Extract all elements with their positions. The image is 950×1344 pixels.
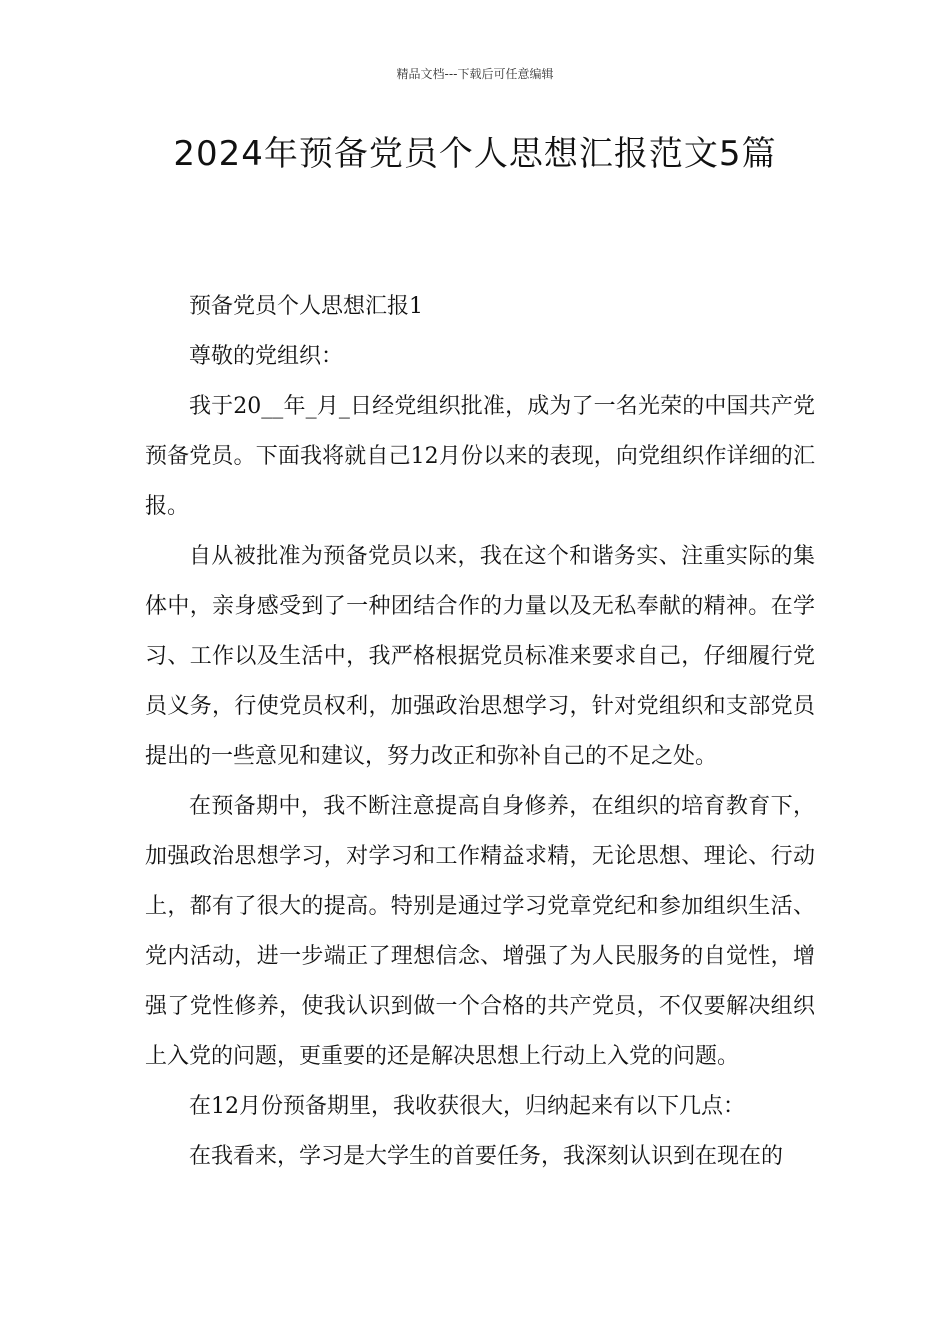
document-body [145,282,815,1182]
header-note: 精品文档---下载后可任意编辑 [396,67,554,81]
salutation: 尊敬的党组织： [189,344,344,369]
document-title: 2024年预备党员个人思想汇报范文5篇 [173,134,777,174]
paragraph: 在预备期中，我不断注意提高自身修养，在组织的培育教育下，加强政治思想学习，对学习和工作精益求精，无论思想、理论、行动上，都有了很大的提高。特别是通过学习党章党纪和参加组织生活、党内活动，进一步端正了理想信念、增强了为人民服务的自觉性，增强了党性修养，使我认识到做一个合格的共产党员，不仅要解决组织上入党的问题，更重要的还是解决思想上行动上入党的问题。 [145,794,815,1069]
section-heading: 预备党员个人思想汇报1 [189,294,423,319]
paragraph: 在我看来，学习是大学生的首要任务，我深刻认识到在现在的 [189,1144,784,1169]
paragraph: 自从被批准为预备党员以来，我在这个和谐务实、注重实际的集体中，亲身感受到了一种团结合作的力量以及无私奉献的精神。在学习、工作以及生活中，我严格根据党员标准来要求自己，仔细履行党员义务，行使党员权利，加强政治思想学习，针对党组织和支部党员提出的一些意见和建议，努力改正和弥补自己的不足之处。 [145,544,815,769]
paragraph: 我于20__年_月_日经党组织批准，成为了一名光荣的中国共产党预备党员。下面我将就自己12月份以来的表现，向党组织作详细的汇报。 [145,394,815,519]
paragraph: 在12月份预备期里，我收获很大，归纳起来有以下几点： [189,1094,745,1119]
